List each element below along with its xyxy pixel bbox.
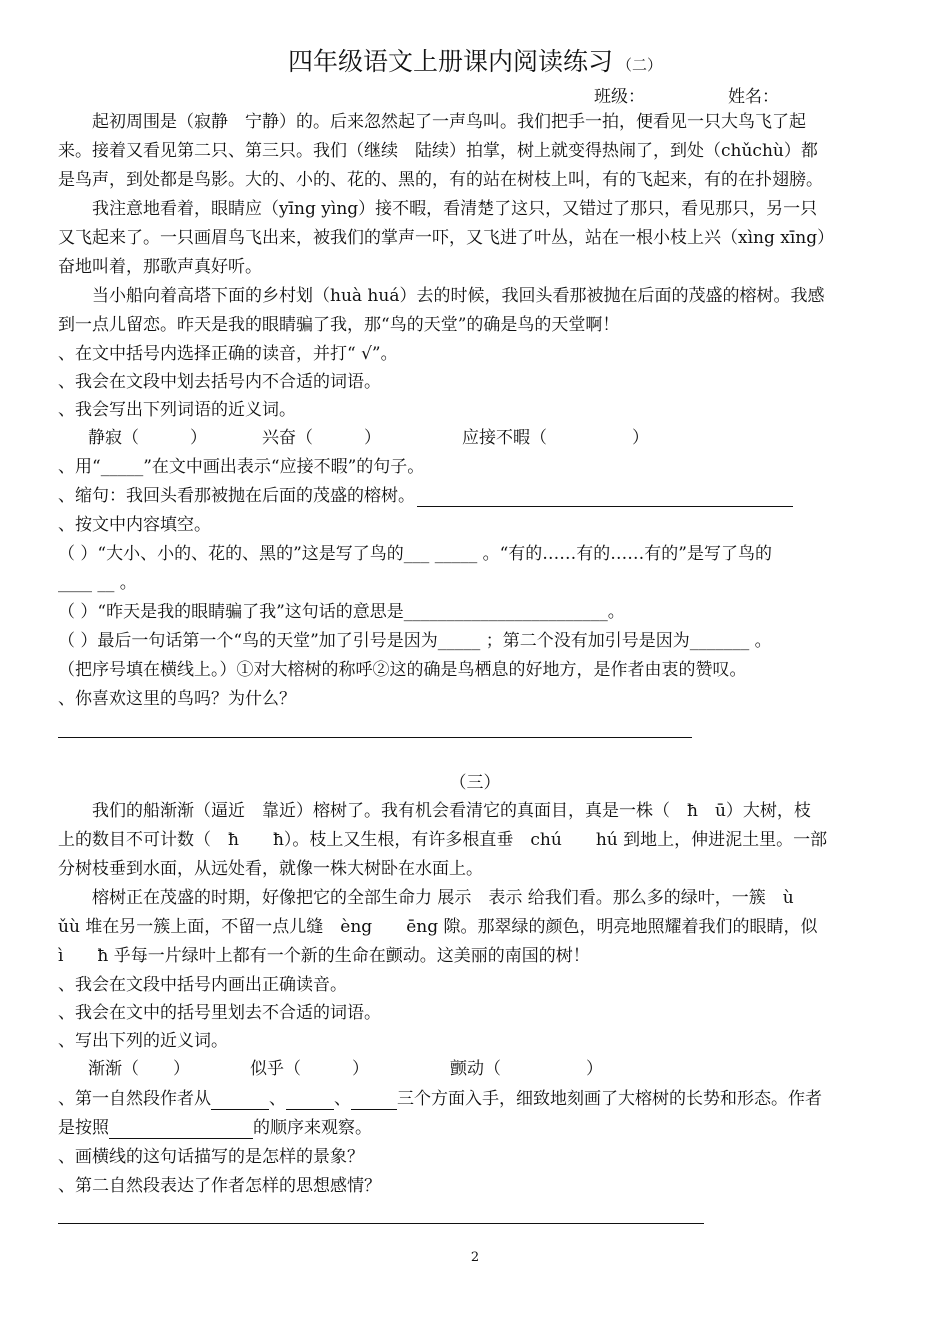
s3-question-4-text-d: 的顺序来观察。	[253, 1118, 372, 1138]
s2-p1-line3: 是鸟声，到处都是鸟影。大的、小的、花的、黑的，有的站在树枝上叫，有的飞起来，有的在扑翅膀。	[58, 170, 823, 190]
s2-question-4: 、用“_____”在文中画出表示“应接不暇”的句子。	[58, 457, 425, 477]
s2-question-1: 、在文中括号内选择正确的读音，并打“ √”。	[58, 344, 398, 364]
s3-question-5: 、画横线的这句话描写的是怎样的景象？	[58, 1147, 364, 1167]
s3-question-4-blank-2[interactable]	[286, 1089, 334, 1110]
s2-question-6a-cont: ____ __ 。	[58, 573, 137, 593]
s3-question-3: 、写出下列的近义词。	[58, 1031, 228, 1051]
s3-question-4-blank-1[interactable]	[211, 1089, 269, 1110]
s3-p1-line3: 分树枝垂到水面，从远处看，就像一株大树卧在水面上。	[58, 859, 483, 879]
s2-question-5-answer-line[interactable]	[417, 486, 793, 507]
s2-answer-line[interactable]	[58, 737, 692, 738]
s2-question-6-note: （把序号填在横线上。）①对大榕树的称呼②这的确是鸟栖息的好地方，是作者由衷的赞叹。	[58, 660, 747, 680]
worksheet-title	[0, 42, 950, 78]
s2-p2-line2: 又飞起来了。一只画眉鸟飞出来，被我们的掌声一吓，又飞进了叶丛，站在一根小枝上兴（xìng xīng）	[58, 228, 835, 248]
s2-p1-line2: 来。接着又看见第二只、第三只。我们（继续 陆续）拍掌，树上就变得热闹了，到处（chǔchù）都	[58, 141, 818, 161]
s3-question-4-sep-2: 、	[334, 1089, 351, 1109]
s3-question-4-text-c: 是按照	[58, 1118, 109, 1138]
s2-question-6a: （ ）“大小、小的、花的、黑的”这是写了鸟的___ _____ 。“有的……有的……有的”是写了鸟的	[58, 544, 772, 564]
s2-synonym-2[interactable]: 兴奋（ ）	[262, 428, 381, 448]
s2-p3-line1: 当小船向着高塔下面的乡村划（huà huá）去的时候，我回头看那被抛在后面的茂盛的榕树。我感	[92, 286, 825, 306]
s2-question-5	[58, 482, 908, 511]
page-number: 2	[470, 1250, 480, 1265]
s3-synonym-3[interactable]: 颤动（ ）	[450, 1059, 603, 1079]
s3-question-4-sep-1: 、	[269, 1089, 286, 1109]
s3-question-4-blank-3[interactable]	[351, 1089, 397, 1110]
s2-question-2: 、我会在文段中划去括号内不合适的词语。	[58, 372, 381, 392]
s2-question-6: 、按文中内容填空。	[58, 515, 211, 535]
s3-answer-line[interactable]	[58, 1223, 704, 1224]
s3-p1-line2: 上的数目不可计数（ ħ ħ）。枝上又生根，有许多根直垂 chú hú 到地上，伸进泥土里。一部	[58, 830, 828, 850]
s3-p1-line1: 我们的船渐渐（逼近 靠近）榕树了。我有机会看清它的真面目，真是一株（ ħ ū）大树，枝	[92, 801, 811, 821]
s2-question-5-text: 、缩句：我回头看那被抛在后面的茂盛的榕树。	[58, 486, 415, 506]
title-main: 四年级语文上册课内阅读练习	[287, 47, 613, 76]
title-sub: （二）	[617, 56, 663, 74]
s2-synonym-1[interactable]: 静寂（ ）	[88, 428, 207, 448]
s3-synonym-1[interactable]: 渐渐（ ）	[88, 1059, 190, 1079]
s2-p2-line1: 我注意地看着，眼睛应（yīng yìng）接不暇，看清楚了这只，又错过了那只，看见那只，另一只	[92, 199, 818, 219]
s2-synonym-row	[88, 424, 688, 453]
s3-p2-line2: ǔù 堆在另一簇上面，不留一点儿缝 èng ēng 隙。那翠绿的颜色，明亮地照耀着我们的眼睛，似	[58, 917, 818, 937]
s3-p2-line1: 榕树正在茂盛的时期，好像把它的全部生命力 展示 表示 给我们看。那么多的绿叶，一簇 ù	[92, 888, 794, 908]
s2-question-6b: （ ）“昨天是我的眼睛骗了我”这句话的意思是________________________。	[58, 602, 625, 622]
s2-p2-line3: 奋地叫着，那歌声真好听。	[58, 257, 262, 277]
s3-synonym-row	[88, 1055, 688, 1084]
s3-question-4	[58, 1085, 908, 1114]
s3-question-6: 、第二自然段表达了作者怎样的思想感情？	[58, 1176, 381, 1196]
s2-question-7: 、你喜欢这里的鸟吗？为什么？	[58, 689, 296, 709]
s3-synonym-2[interactable]: 似乎（ ）	[250, 1059, 369, 1079]
s3-question-4-blank-4[interactable]	[109, 1118, 253, 1139]
name-label: 姓名：	[728, 87, 779, 107]
s3-p2-line3: ì ħ 乎每一片绿叶上都有一个新的生命在颤动。这美丽的南国的树！	[58, 946, 590, 966]
s3-question-2: 、我会在文中的括号里划去不合适的词语。	[58, 1003, 381, 1023]
s3-question-1: 、我会在文段中括号内画出正确读音。	[58, 975, 347, 995]
class-label: 班级：	[594, 87, 645, 107]
section3-heading: （三）	[449, 773, 501, 793]
s3-question-4-text-a: 、第一自然段作者从	[58, 1089, 211, 1109]
s3-question-4-cont	[58, 1114, 908, 1143]
s2-synonym-3[interactable]: 应接不暇（ ）	[462, 428, 649, 448]
s2-question-3: 、我会写出下列词语的近义词。	[58, 400, 296, 420]
s2-p3-line2: 到一点儿留恋。昨天是我的眼睛骗了我，那“鸟的天堂”的确是鸟的天堂啊！	[58, 315, 620, 335]
s3-question-4-text-b: 三个方面入手，细致地刻画了大榕树的长势和形态。作者	[397, 1089, 822, 1109]
s2-p1-line1: 起初周围是（寂静 宁静）的。后来忽然起了一声鸟叫。我们把手一拍，便看见一只大鸟飞了起	[92, 112, 806, 132]
s2-question-6c: （ ）最后一句话第一个“鸟的天堂”加了引号是因为_____ ；第二个没有加引号是因为_______ 。	[58, 631, 772, 651]
